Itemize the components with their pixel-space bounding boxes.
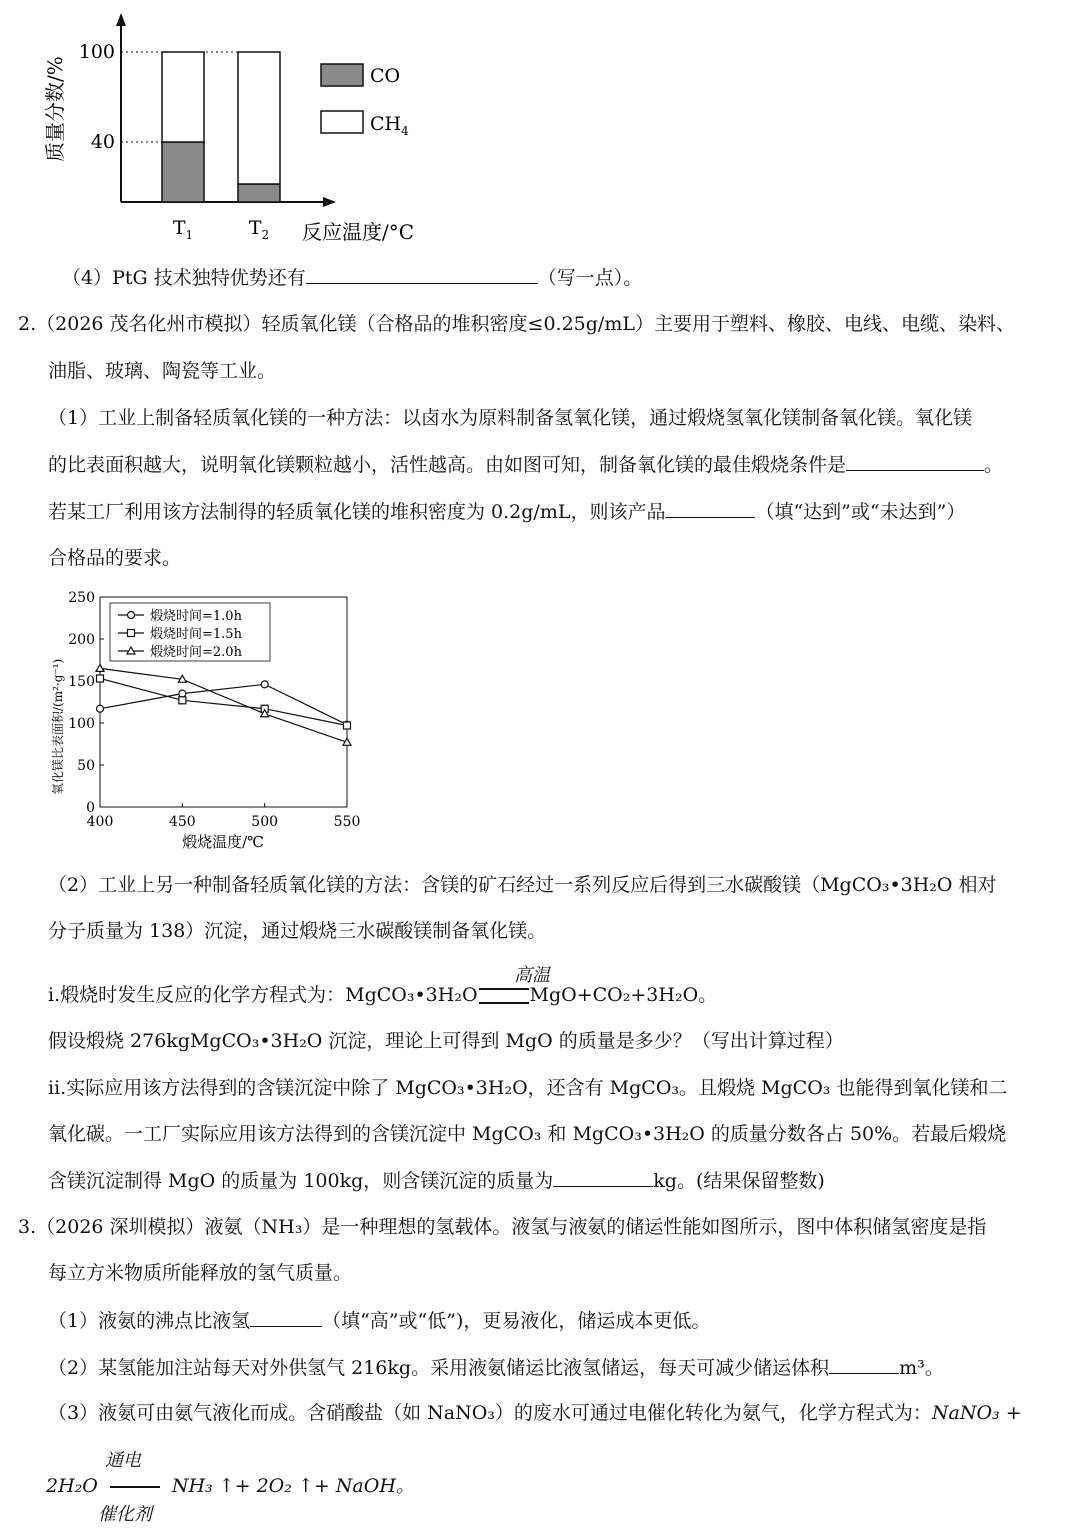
- legend-label-1: 煅烧时间=1.0h: [150, 609, 242, 624]
- q2-intro-line2: 油脂、玻璃、陶瓷等工业。: [48, 360, 277, 382]
- q3-intro-line2: 每立方米物质所能释放的氢气质量。: [48, 1262, 353, 1284]
- y-tick-200: 200: [68, 632, 95, 648]
- condition-high-temp: 高温: [514, 965, 550, 986]
- q2-equation-right: MgO+CO₂+3H₂O。: [529, 984, 718, 1006]
- answer-blank-best-condition[interactable]: [846, 452, 984, 471]
- q3-equation-right: NH₃ ↑+ 2O₂ ↑+ NaOH。: [171, 1475, 415, 1497]
- point-s2-550: [344, 722, 351, 729]
- q2-part2-line2: 分子质量为 138）沉淀，通过煅烧三水碳酸镁制备氧化镁。: [48, 920, 547, 942]
- legend-label-co: CO: [370, 65, 401, 87]
- point-s2-400: [97, 675, 104, 682]
- answer-blank-qualified[interactable]: [665, 499, 755, 518]
- q3-number: 3.: [18, 1216, 37, 1238]
- q2-part1-line2: [48, 452, 1003, 477]
- y-tick-50: 50: [77, 758, 95, 774]
- q2-part-ii-text: 含镁沉淀制得 MgO 的质量为 100kg，则含镁沉淀的质量为: [48, 1170, 554, 1192]
- q2-part1-line4: 合格品的要求。: [48, 547, 182, 569]
- q1-part4: [62, 265, 642, 290]
- y-axis-arrow: [116, 13, 126, 26]
- x-tick-500: 500: [251, 814, 279, 830]
- legend-marker-2: [128, 630, 135, 637]
- x-axis-label: 反应温度/°C: [302, 220, 415, 244]
- y-tick-150: 150: [68, 674, 95, 690]
- answer-blank-boiling-point[interactable]: [250, 1308, 322, 1327]
- bar-ch4-t1: [162, 52, 204, 142]
- q2-part1-hint: （填“达到”或“未达到”）: [755, 501, 966, 523]
- x-axis-arrow: [323, 197, 336, 207]
- q2-part-ii-line1: ⅱ.实际应用该方法得到的含镁沉淀中除了 MgCO₃•3H₂O，还含有 MgCO₃。且煅烧 MgCO₃ 也能得到氧化镁和二: [48, 1077, 1008, 1099]
- series-lines: [96, 664, 351, 745]
- bar-co-t2: [238, 184, 280, 202]
- q1-part4-suffix: （写一点）。: [537, 267, 643, 289]
- q3-part1: [48, 1308, 710, 1333]
- q2-part1-line1: （1）工业上制备轻质氧化镁的一种方法：以卤水为原料制备氢氧化镁，通过煅烧氢氧化镁制备氧化镁。氧化镁: [48, 407, 973, 429]
- q2-part-ii-suffix: kg。(结果保留整数): [653, 1170, 825, 1192]
- equation-double-line: [479, 988, 529, 1004]
- category-t2: $T_2$: [248, 217, 270, 242]
- point-s2-450: [179, 697, 186, 704]
- bar-co-t1: [162, 142, 204, 202]
- x-tick-450: 450: [168, 814, 196, 830]
- mass-fraction-bar-chart: [40, 10, 440, 250]
- q3-part2-text: （2）某氢能加注站每天对外供氢气 216kg。采用液氨储运比液氢储运，每天可减少储运体积: [48, 1357, 830, 1379]
- y-tick-0: 0: [86, 800, 95, 816]
- point-s1-450: [179, 690, 186, 697]
- q2-part-ii-line3: [48, 1168, 825, 1193]
- q3-part1-hint: （填“高”或“低”)，更易液化，储运成本更低。: [322, 1310, 711, 1332]
- q3-part1-text: （1）液氨的沸点比液氢: [48, 1310, 251, 1332]
- q2-intro-text: （2026 茂名化州市模拟）轻质氧化镁（合格品的堆积密度≤0.25g/mL）主要用于塑料、橡胶、电线、电缆、染料、: [36, 313, 1015, 335]
- legend-swatch-ch4: [321, 111, 363, 133]
- bar-ch4-t2: [238, 52, 280, 184]
- y-tick-40: 40: [90, 131, 115, 153]
- q2-part1-period: 。: [984, 454, 1004, 476]
- y-axis-label: 氧化镁比表面积/(m²·g⁻¹): [51, 658, 65, 795]
- q2-part1-line3: [48, 499, 965, 524]
- y-tick-250: 250: [68, 590, 95, 606]
- q3-part3: [48, 1401, 1022, 1425]
- legend-marker-1: [128, 612, 135, 619]
- q2-part1-text: 的比表面积越大，说明氧化镁颗粒越小，活性越高。由如图可知，制备氧化镁的最佳煅烧条件是: [48, 454, 847, 476]
- x-tick-400: 400: [86, 814, 114, 830]
- y-tick-100: 100: [68, 716, 95, 732]
- y-ticks: [68, 590, 104, 816]
- legend-label-3: 煅烧时间=2.0h: [150, 645, 242, 660]
- legend-label-ch4: $CH_4$: [370, 113, 409, 138]
- q2-equation-left: ⅰ.煅烧时发生反应的化学方程式为：MgCO₃•3H₂O: [48, 984, 478, 1006]
- q2-equation-line: [48, 983, 717, 1007]
- point-s1-500: [261, 681, 268, 688]
- equation-arrow-line: [110, 1486, 160, 1488]
- answer-blank-volume[interactable]: [829, 1355, 899, 1374]
- category-t1: $T_1$: [172, 217, 194, 242]
- x-axis-label: 煅烧温度/℃: [182, 833, 264, 851]
- q3-part3-text: （3）液氨可由氨气液化而成。含硝酸盐（如 NaNO₃）的废水可通过电催化转化为氨气，化学方程式为：: [48, 1402, 932, 1424]
- q2-calc-question: 假设煅烧 276kgMgCO₃•3H₂O 沉淀，理论上可得到 MgO 的质量是多少？（写出计算过程）: [48, 1030, 844, 1052]
- q2-part-ii-line2: 氧化碳。一工厂实际应用该方法得到的含镁沉淀中 MgCO₃ 和 MgCO₃•3H₂O 的质量分数各占 50%。若最后煅烧: [48, 1123, 1007, 1145]
- q3-equation-nano3: NaNO₃ +: [931, 1402, 1022, 1424]
- y-axis-label: 质量分数/%: [43, 56, 67, 162]
- q2-number: 2.: [18, 313, 37, 335]
- specific-surface-area-line-chart: [40, 585, 380, 860]
- q2-intro-line1: [18, 312, 1015, 336]
- legend-label-2: 煅烧时间=1.5h: [150, 627, 242, 642]
- point-s3-400: [96, 664, 104, 671]
- answer-blank-precipitate-mass[interactable]: [553, 1168, 653, 1187]
- y-tick-100: 100: [78, 41, 115, 63]
- q3-intro-text: （2026 深圳模拟）液氨（NH₃）是一种理想的氢载体。液氢与液氨的储运性能如图所示，图中体积储氢密度是指: [36, 1216, 987, 1238]
- q1-part4-text: （4）PtG 技术独特优势还有: [62, 267, 306, 289]
- q3-equation-left: 2H₂O: [46, 1475, 98, 1497]
- point-s1-400: [97, 705, 104, 712]
- q3-intro-line1: [18, 1215, 986, 1239]
- bars: [162, 52, 280, 202]
- legend-swatch-co: [321, 64, 363, 86]
- q2-part1-density-text: 若某工厂利用该方法制得的轻质氧化镁的堆积密度为 0.2g/mL，则该产品: [48, 501, 666, 523]
- x-tick-550: 550: [333, 814, 361, 830]
- q3-part2: [48, 1355, 944, 1380]
- condition-catalyst: 催化剂: [98, 1504, 152, 1525]
- series-line-3: [100, 668, 347, 742]
- q2-part2-line1: （2）工业上另一种制备轻质氧化镁的方法：含镁的矿石经过一系列反应后得到三水碳酸镁（MgCO₃•3H₂O 相对: [48, 874, 997, 896]
- condition-electricity: 通电: [105, 1450, 141, 1471]
- answer-blank-ptg[interactable]: [306, 265, 538, 284]
- q3-equation-line: [46, 1474, 415, 1498]
- q3-part2-unit: m³。: [899, 1357, 944, 1379]
